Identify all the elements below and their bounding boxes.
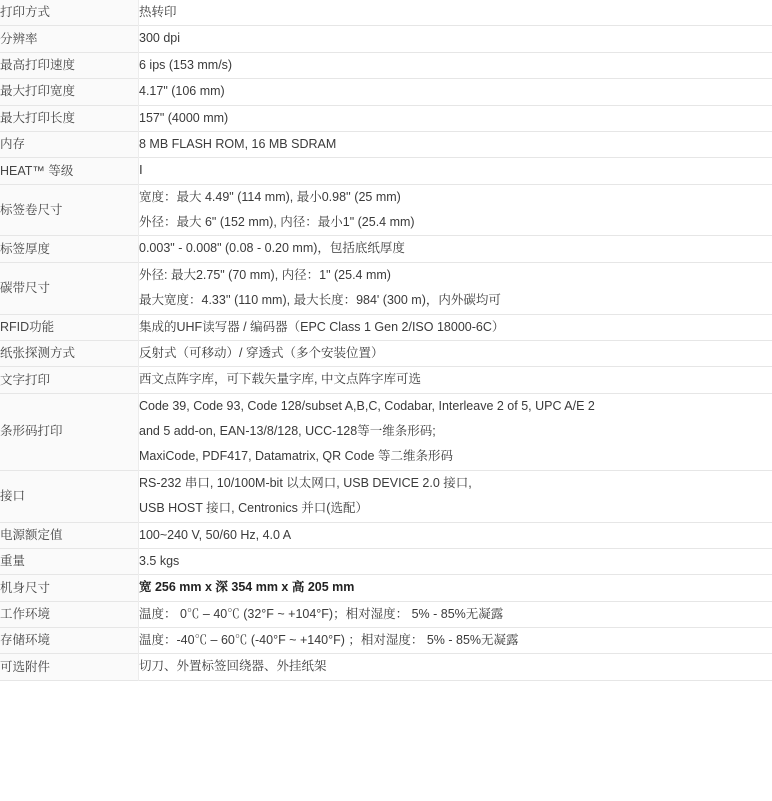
spec-value-line: 最大宽度：4.33'' (110 mm), 最大长度：984' (300 m)，内外碳均可 [139, 293, 501, 308]
spec-label: HEAT™ 等级 [0, 158, 139, 184]
spec-label: 碳带尺寸 [0, 262, 139, 314]
spec-value [139, 314, 772, 340]
spec-value-line: 外径：最大 6" (152 mm), 内径：最小1" (25.4 mm) [139, 215, 415, 229]
table-row [0, 601, 772, 627]
spec-value [139, 105, 772, 131]
spec-value-line: 宽度：最大 4.49" (114 mm), 最小0.98'' (25 mm) [139, 189, 401, 204]
table-row [0, 575, 772, 601]
table-row [0, 314, 772, 340]
spec-label: 标签卷尺寸 [0, 184, 139, 236]
spec-value-line: 宽 256 mm x 深 354 mm x 高 205 mm [139, 580, 355, 595]
spec-label: 内存 [0, 131, 139, 157]
table-row [0, 236, 772, 262]
spec-value-line: Ⅰ [139, 163, 143, 178]
spec-value [139, 393, 772, 470]
table-row [0, 470, 772, 522]
spec-value-line: 100~240 V, 50/60 Hz, 4.0 A [139, 527, 292, 542]
spec-label: 接口 [0, 470, 139, 522]
spec-label: 机身尺寸 [0, 575, 139, 601]
spec-value [139, 184, 772, 236]
spec-label: 工作环境 [0, 601, 139, 627]
spec-value [139, 26, 772, 52]
spec-value [139, 79, 772, 105]
spec-value-line: 0.003" - 0.008" (0.08 - 0.20 mm)，包括底纸厚度 [139, 241, 405, 256]
spec-value-line: 6 ips (153 mm/s) [139, 57, 233, 72]
spec-label: 分辨率 [0, 26, 139, 52]
spec-value-line: 集成的UHF读写器 / 编码器（EPC Class 1 Gen 2/ISO 18000-6C） [139, 319, 505, 334]
table-row [0, 367, 772, 393]
spec-value [139, 0, 772, 26]
spec-label: 标签厚度 [0, 236, 139, 262]
table-row [0, 522, 772, 548]
table-row [0, 654, 772, 680]
spec-value-line: and 5 add-on, EAN-13/8/128, UCC-128等一维条形码; [139, 424, 436, 438]
spec-label: 最大打印长度 [0, 105, 139, 131]
spec-label: 重量 [0, 548, 139, 574]
spec-value [139, 654, 772, 680]
spec-label: RFID功能 [0, 314, 139, 340]
table-row [0, 158, 772, 184]
spec-value-line: MaxiCode, PDF417, Datamatrix, QR Code 等二维条形码 [139, 449, 453, 464]
table-row [0, 26, 772, 52]
spec-value-line: USB HOST 接口, Centronics 并口(选配） [139, 501, 368, 516]
spec-value [139, 470, 772, 522]
table-row [0, 184, 772, 236]
table-row [0, 548, 772, 574]
table-row [0, 105, 772, 131]
spec-label: 可选附件 [0, 654, 139, 680]
spec-value-line: 300 dpi [139, 31, 181, 46]
spec-value [139, 548, 772, 574]
spec-value-line: 3.5 kgs [139, 553, 180, 568]
table-row [0, 0, 772, 26]
spec-label: 最大打印宽度 [0, 79, 139, 105]
spec-value-line: 4.17" (106 mm) [139, 84, 225, 99]
spec-value-line: 热转印 [139, 5, 177, 19]
spec-label: 文字打印 [0, 367, 139, 393]
spec-label: 电源额定值 [0, 522, 139, 548]
spec-value [139, 262, 772, 314]
table-row [0, 340, 772, 366]
spec-value-line: 温度： 0℃ – 40℃ (32°F ~ +104°F)；相对湿度： 5% - 85%无凝露 [139, 606, 504, 621]
spec-value [139, 131, 772, 157]
spec-label: 纸张探测方式 [0, 340, 139, 366]
table-row [0, 131, 772, 157]
spec-value-line: 外径: 最大2.75" (70 mm), 内径：1" (25.4 mm) [139, 267, 391, 282]
spec-value [139, 367, 772, 393]
spec-value-line: 157" (4000 mm) [139, 110, 229, 125]
spec-value-line: 温度：-40℃ – 60℃ (-40°F ~ +140°F) ；相对湿度： 5% - 85%无凝露 [139, 633, 519, 647]
spec-value [139, 575, 772, 601]
table-row [0, 79, 772, 105]
table-row [0, 393, 772, 470]
spec-value-line: 8 MB FLASH ROM, 16 MB SDRAM [139, 136, 337, 151]
spec-value-line: RS-232 串口, 10/100M-bit 以太网口, USB DEVICE 2.0 接口, [139, 475, 472, 490]
table-row [0, 628, 772, 654]
spec-value [139, 236, 772, 262]
spec-value-line: 切刀、外置标签回绕器、外挂纸架 [139, 659, 327, 674]
spec-value [139, 158, 772, 184]
table-row [0, 262, 772, 314]
table-row [0, 52, 772, 78]
spec-value [139, 628, 772, 654]
spec-value-line: 反射式（可移动）/ 穿透式（多个安装位置） [139, 345, 384, 360]
spec-label: 条形码打印 [0, 393, 139, 470]
spec-label: 最高打印速度 [0, 52, 139, 78]
spec-value [139, 52, 772, 78]
spec-value [139, 340, 772, 366]
spec-value [139, 601, 772, 627]
spec-value [139, 522, 772, 548]
spec-value-line: 西文点阵字库，可下载矢量字库, 中文点阵字库可选 [139, 372, 421, 387]
spec-value-line: Code 39, Code 93, Code 128/subset A,B,C, Codabar, Interleave 2 of 5, UPC A/E 2 [139, 398, 595, 413]
spec-label: 打印方式 [0, 0, 139, 26]
spec-label: 存储环境 [0, 628, 139, 654]
